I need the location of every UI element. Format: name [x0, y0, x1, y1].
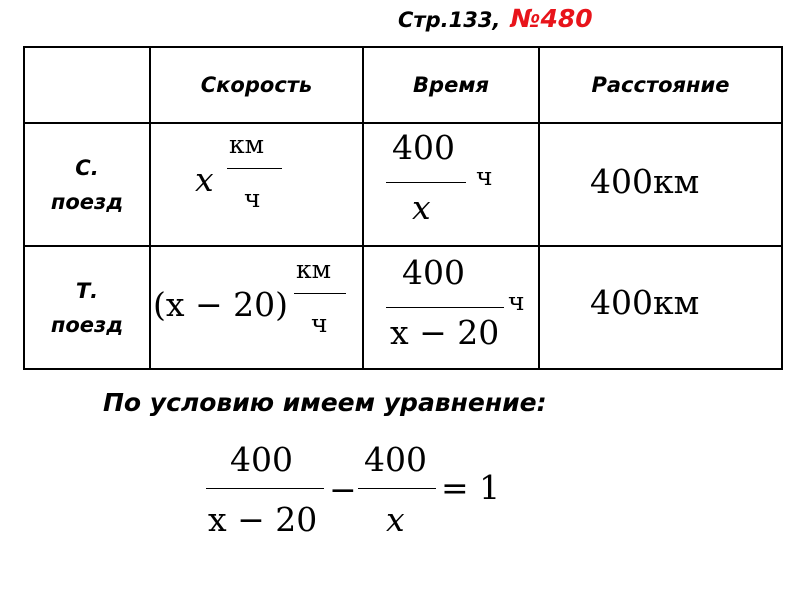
speed-prefix: x: [195, 160, 214, 200]
row-label-letter: С.: [75, 155, 99, 180]
equation-operator: −: [329, 470, 357, 509]
time-unit: ч: [476, 162, 493, 192]
time-denominator: x − 20: [390, 313, 500, 353]
row-label-word: поезд: [50, 189, 124, 214]
speed-unit-denominator: ч: [244, 184, 261, 214]
distance-cell: [539, 123, 782, 246]
table-row: [24, 246, 782, 369]
fraction-bar: [386, 307, 504, 308]
fraction-bar: [227, 168, 282, 169]
header-cell-speed: Скорость: [150, 47, 363, 123]
page-reference: Стр.133,: [398, 8, 501, 32]
speed-cell: [150, 123, 363, 246]
problem-number: №480: [510, 4, 593, 33]
time-cell: [363, 123, 539, 246]
speed-prefix: (x − 20): [153, 285, 288, 325]
time-unit: ч: [508, 287, 525, 317]
time-denominator: x: [412, 188, 431, 228]
time-numerator: 400: [392, 128, 455, 168]
equation-fraction2-numerator: 400: [364, 440, 427, 479]
fraction-bar: [358, 488, 436, 489]
header-cell-distance: Расстояние: [539, 47, 782, 123]
speed-cell: [150, 246, 363, 369]
equation-fraction1-numerator: 400: [230, 440, 293, 479]
speed-unit-denominator: ч: [311, 309, 328, 339]
time-numerator: 400: [402, 253, 465, 293]
condition-text: По условию имеем уравнение:: [103, 388, 547, 417]
equation-rhs: = 1: [441, 468, 501, 507]
speed-unit-numerator: км: [229, 130, 265, 160]
header-cell-empty: [24, 47, 150, 123]
row-label-letter: Т.: [75, 278, 99, 303]
row-label: [24, 246, 150, 369]
page-header: [398, 4, 593, 33]
distance-value: 400км: [590, 283, 700, 323]
row-label: [24, 123, 150, 246]
fraction-bar: [386, 182, 466, 183]
fraction-bar: [206, 488, 324, 489]
table-row: [24, 123, 782, 246]
equation-fraction2-denominator: x: [386, 500, 405, 539]
time-cell: [363, 246, 539, 369]
distance-value: 400км: [590, 162, 700, 202]
header-cell-time: Время: [363, 47, 539, 123]
data-table: [23, 46, 783, 370]
row-label-word: поезд: [50, 312, 124, 337]
equation-fraction1-denominator: x − 20: [208, 500, 318, 539]
distance-cell: [539, 246, 782, 369]
fraction-bar: [294, 293, 346, 294]
table-header-row: [24, 47, 782, 123]
speed-unit-numerator: км: [296, 255, 332, 285]
